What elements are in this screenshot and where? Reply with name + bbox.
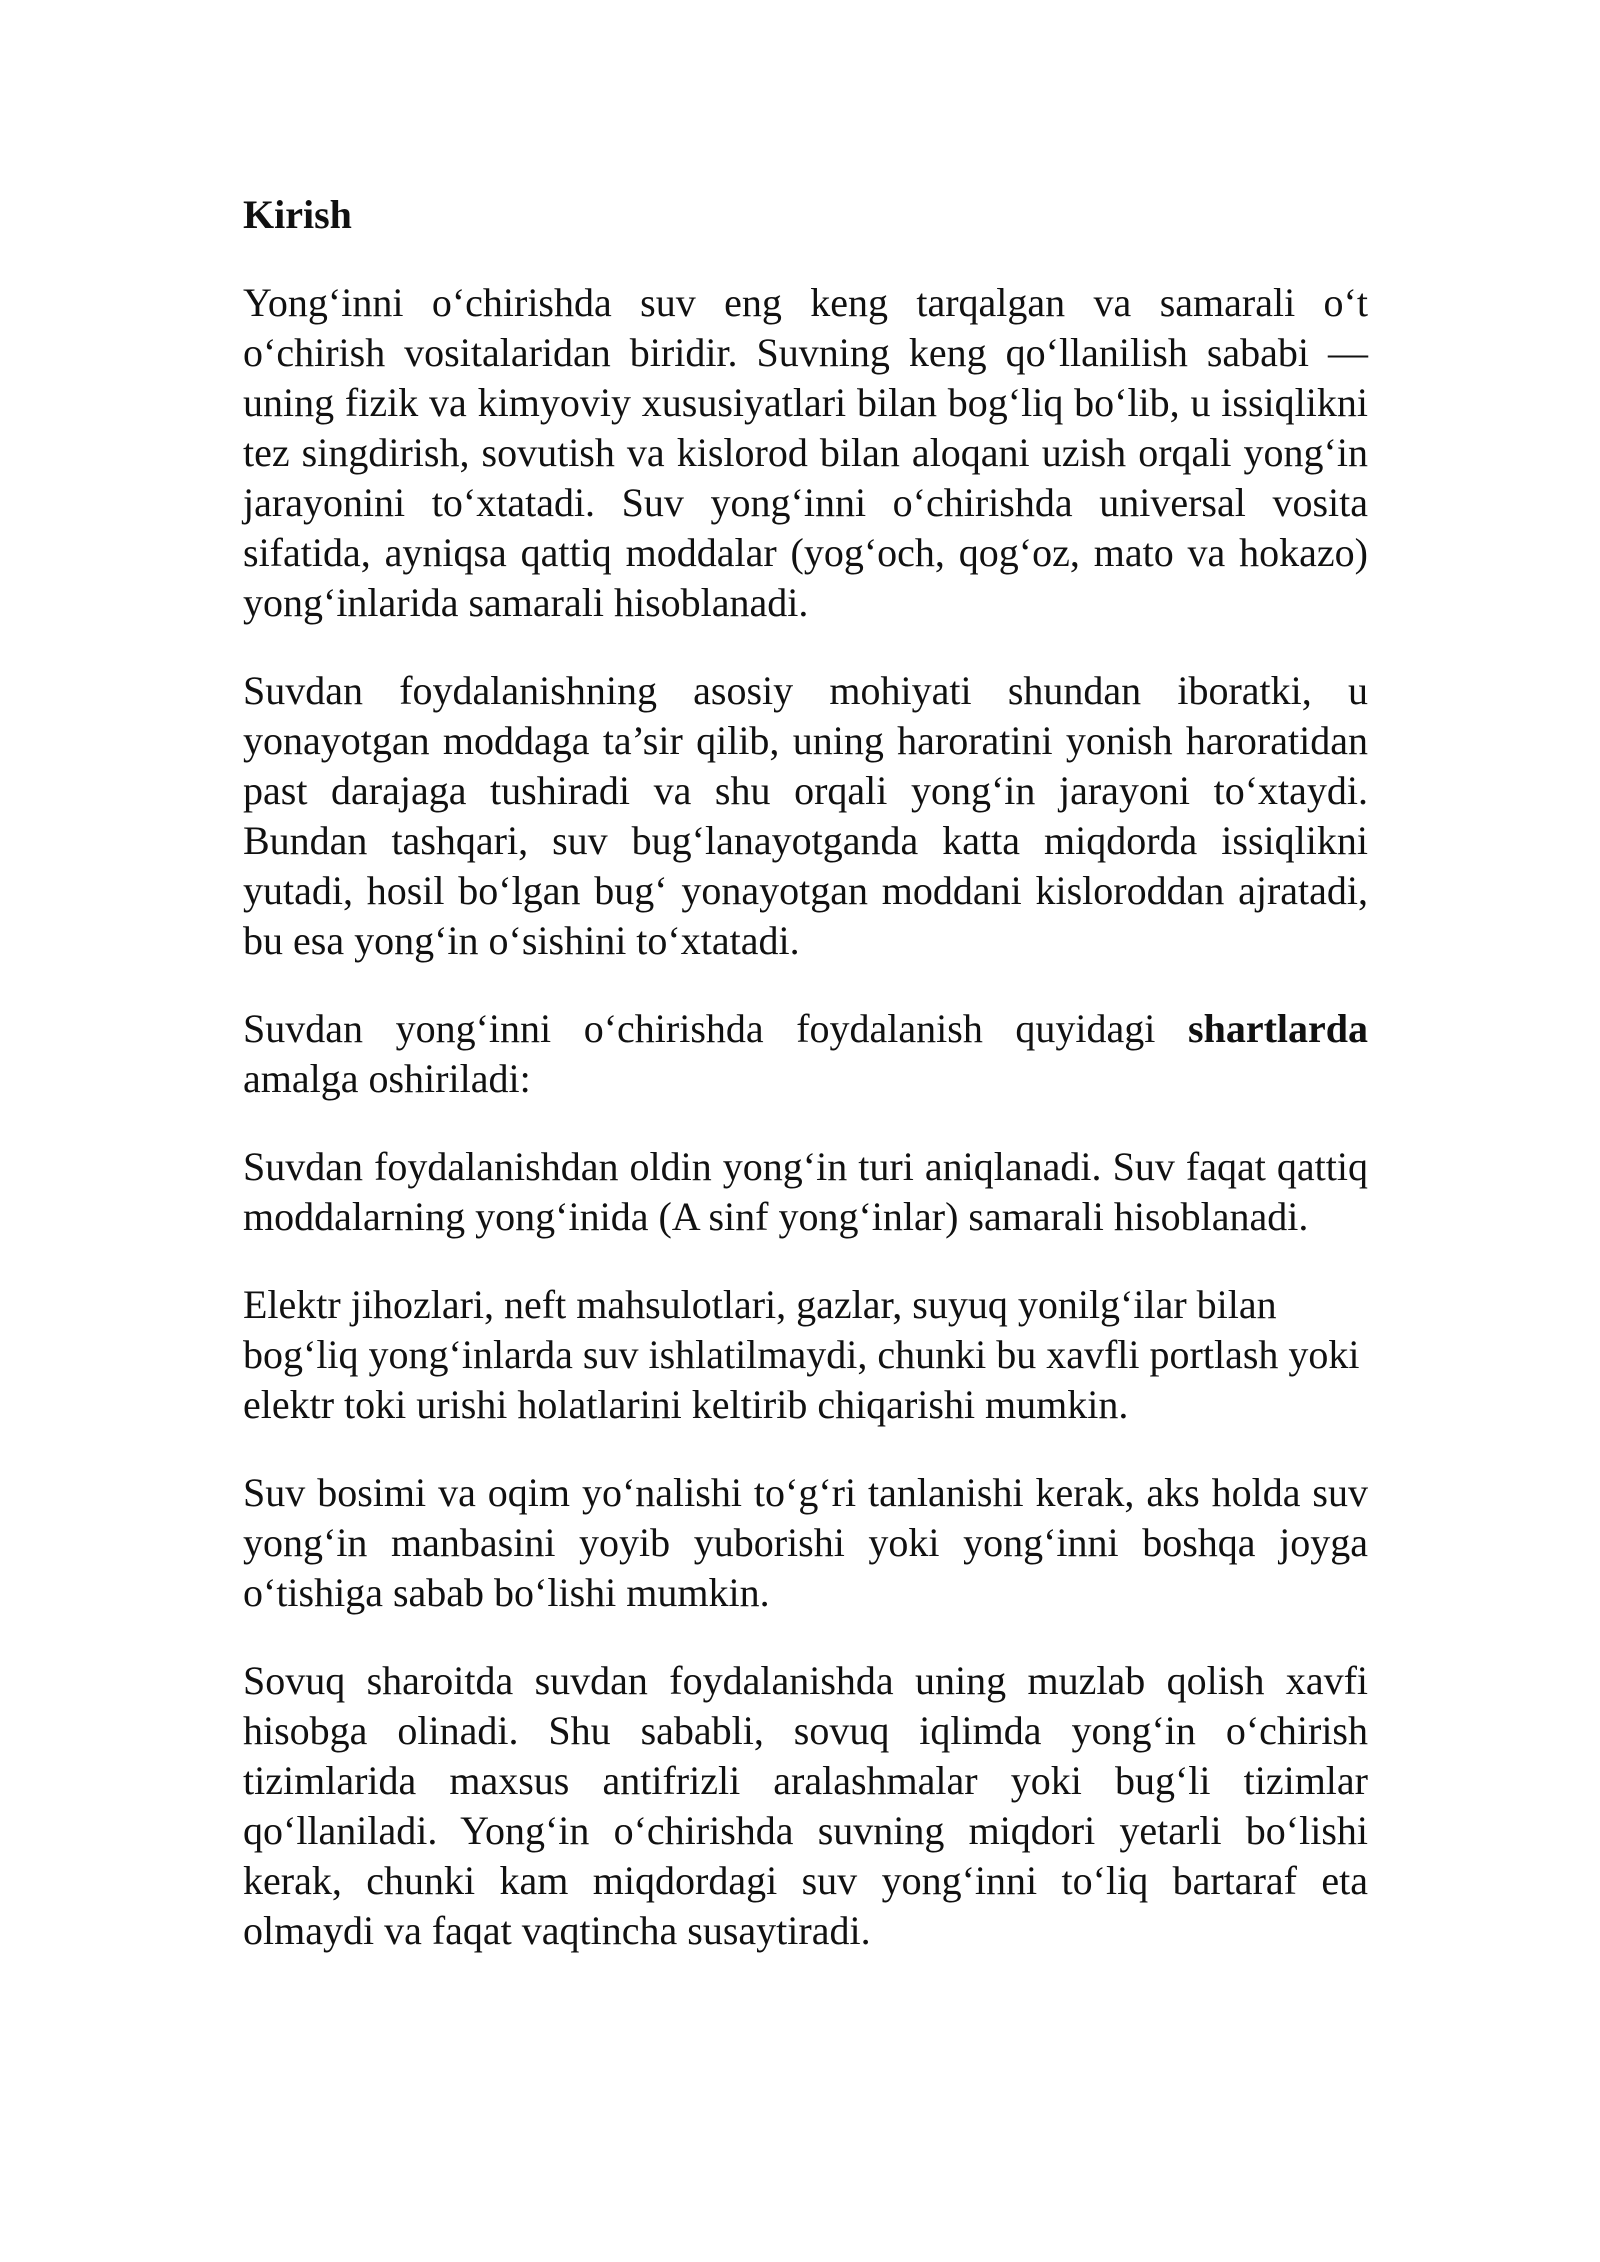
conditions-intro-paragraph bbox=[243, 1004, 1368, 1104]
condition-paragraph-1: Suvdan foydalanishdan oldin yong‘in turi aniqlanadi. Suv faqat qattiq moddalarning yong‘inida (A sinf yong‘inlar) samarali hisoblanadi. bbox=[243, 1144, 1368, 1239]
condition-paragraph-4: Sovuq sharoitda suvdan foydalanishda uning muzlab qolish xavfi hisobga olinadi. Shu sababli, sovuq iqlimda yong‘in o‘chirish tizimlarida maxsus antifrizli aralashmalar yoki bug‘li tizimlar qo‘llaniladi. Yong‘in o‘chirishda suvning miqdori yetarli bo‘lishi kerak, chunki kam miqdordagi suv yong‘inni to‘liq bartaraf eta olmaydi va faqat vaqtincha susaytiradi. bbox=[243, 1658, 1368, 1953]
conditions-intro-bold: shartlarda bbox=[1188, 1006, 1368, 1051]
document-page bbox=[243, 190, 1368, 1994]
conditions-intro-tail: amalga oshiriladi: bbox=[243, 1056, 531, 1101]
condition-paragraph-3: Suv bosimi va oqim yo‘nalishi to‘g‘ri tanlanishi kerak, aks holda suv yong‘in manbasini yoyib yuborishi yoki yong‘inni boshqa joyga o‘tishiga sabab bo‘lishi mumkin. bbox=[243, 1470, 1368, 1615]
intro-paragraph-1: Yong‘inni o‘chirishda suv eng keng tarqalgan va samarali o‘t o‘chirish vositalaridan biridir. Suvning keng qo‘llanilish sababi — uning fizik va kimyoviy xususiyatlari bilan bog‘liq bo‘lib, u issiqlikni tez singdirish, sovutish va kislorod bilan aloqani uzish orqali yong‘in jarayonini to‘xtatadi. Suv yong‘inni o‘chirishda universal vosita sifatida, ayniqsa qattiq moddalar (yog‘och, qog‘oz, mato va hokazo) yong‘inlarida samarali hisoblanadi. bbox=[243, 280, 1368, 625]
intro-paragraph-2: Suvdan foydalanishning asosiy mohiyati shundan iboratki, u yonayotgan moddaga ta’sir qilib, uning haroratini yonish haroratidan past darajaga tushiradi va shu orqali yong‘in jarayoni to‘xtaydi. Bundan tashqari, suv bug‘lanayotganda katta miqdorda issiqlikni yutadi, hosil bo‘lgan bug‘ yonayotgan moddani kisloroddan ajratadi, bu esa yong‘in o‘sishini to‘xtatadi. bbox=[243, 668, 1368, 963]
condition-paragraph-2: Elektr jihozlari, neft mahsulotlari, gazlar, suyuq yonilg‘ilar bilan bog‘liq yong‘inlarda suv ishlatilmaydi, chunki bu xavfli portlash yoki elektr toki urishi holatlarini keltirib chiqarishi mumkin. bbox=[243, 1282, 1360, 1427]
conditions-intro-text: Suvdan yong‘inni o‘chirishda foydalanish quyidagi bbox=[243, 1006, 1188, 1051]
section-heading: Kirish bbox=[243, 192, 352, 237]
